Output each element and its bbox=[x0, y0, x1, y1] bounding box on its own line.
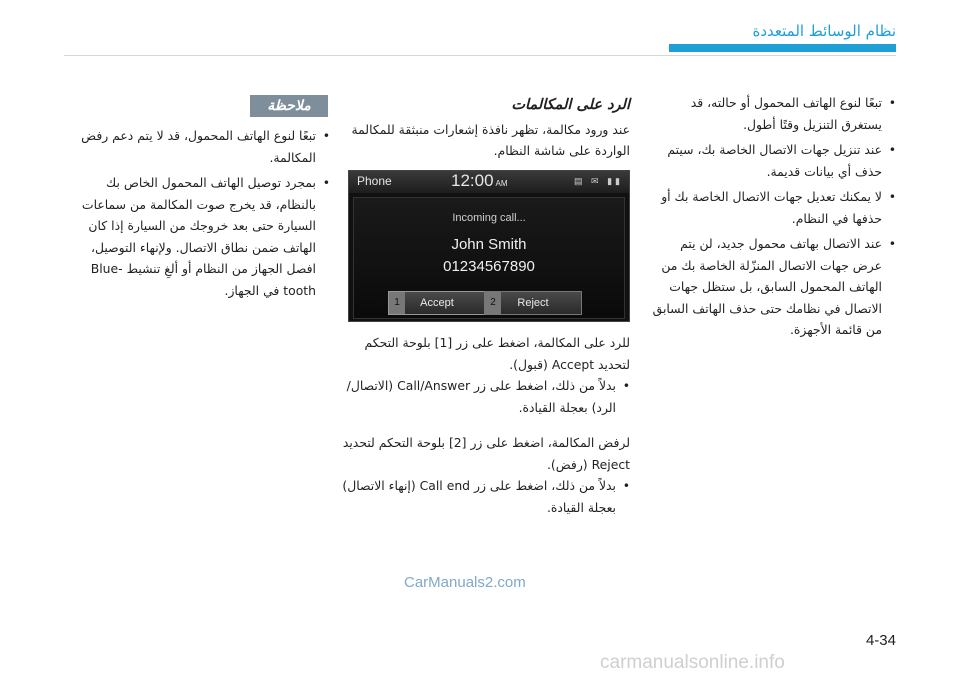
phone-screen bbox=[348, 170, 630, 322]
header-title: نظام الوسائط المتعددة bbox=[752, 22, 896, 40]
page-number: 4-34 bbox=[865, 632, 896, 649]
screen-status-bar bbox=[349, 171, 629, 193]
list-item: • لا يمكنك تعديل جهات الاتصال الخاصة بك أو حذفها في النظام. bbox=[650, 186, 896, 229]
reject-instruction: لرفض المكالمة، اضغط على زر [2] بلوحة التحكم لتحديد Reject (رفض). bbox=[342, 435, 630, 472]
header-accent-bar bbox=[669, 44, 896, 52]
right-column bbox=[650, 92, 896, 345]
caller-name: John Smith bbox=[451, 236, 527, 253]
left-column bbox=[64, 125, 330, 305]
screen-app-label: Phone bbox=[357, 174, 392, 188]
incoming-call-popup bbox=[353, 197, 625, 319]
caller-number: 01234567890 bbox=[443, 258, 535, 275]
accept-button-label: Accept bbox=[420, 297, 454, 309]
intro-paragraph: عند ورود مكالمة، تظهر نافذة إشعارات منبثقة للمكالمة الواردة على شاشة النظام. bbox=[351, 121, 630, 158]
header-rule bbox=[64, 55, 896, 56]
answer-instruction: للرد على المكالمة، اضغط على زر [1] بلوحة التحكم لتحديد Accept (قبول). bbox=[364, 335, 630, 372]
list-item: • عند الاتصال بهاتف محمول جديد، لن يتم عرض جهات الاتصال المنزّلة الخاصة بك من الهاتف المحمول السابق، بل ستظل جهات الاتصال في نظامك حتى حذف الهاتف السابق من قائمة الأجهزة. bbox=[650, 233, 896, 341]
reject-button-label: Reject bbox=[517, 297, 549, 309]
note-item: • تبعًا لنوع الهاتف المحمول، قد لا يتم دعم رفض المكالمة. bbox=[64, 125, 330, 168]
status-icons: ▤ ✉ ▮▮ bbox=[574, 176, 623, 186]
middle-column bbox=[340, 95, 630, 176]
accept-button-number: 1 bbox=[389, 292, 405, 314]
reject-button-number: 2 bbox=[485, 292, 501, 314]
incoming-call-label: Incoming call... bbox=[452, 212, 526, 224]
middle-column-lower bbox=[340, 332, 630, 532]
answer-alt-bullet: • بدلاً من ذلك، اضغط على زر Call/Answer (الاتصال/الرد) بعجلة القيادة. bbox=[340, 375, 630, 418]
reject-alt-bullet: • بدلاً من ذلك، اضغط على زر Call end (إنهاء الاتصال) بعجلة القيادة. bbox=[340, 475, 630, 518]
accept-button[interactable] bbox=[388, 291, 486, 315]
note-label: ملاحظة bbox=[250, 95, 328, 117]
reject-button[interactable] bbox=[484, 291, 582, 315]
screen-clock: 12:00 AM bbox=[451, 171, 508, 190]
list-item: • تبعًا لنوع الهاتف المحمول أو حالته، قد يستغرق التنزيل وقتًا أطول. bbox=[650, 92, 896, 135]
list-item: • عند تنزيل جهات الاتصال الخاصة بك، سيتم حذف أي بيانات قديمة. bbox=[650, 139, 896, 182]
footer-site: carmanualsonline.info bbox=[600, 652, 785, 673]
section-title: الرد على المكالمات bbox=[511, 97, 630, 113]
watermark: CarManuals2.com bbox=[404, 574, 526, 591]
note-item: • بمجرد توصيل الهاتف المحمول الخاص بك بالنظام، قد يخرج صوت المكالمة من سماعات السيارة حتى بعد خروجك من السيارة إذا كان الهاتف ضمن نطاق الاتصال. ولإنهاء التوصيل، افصل الجهاز من النظام أو ألغِ تنشيط Blue-tooth في الجهاز. bbox=[64, 172, 330, 301]
